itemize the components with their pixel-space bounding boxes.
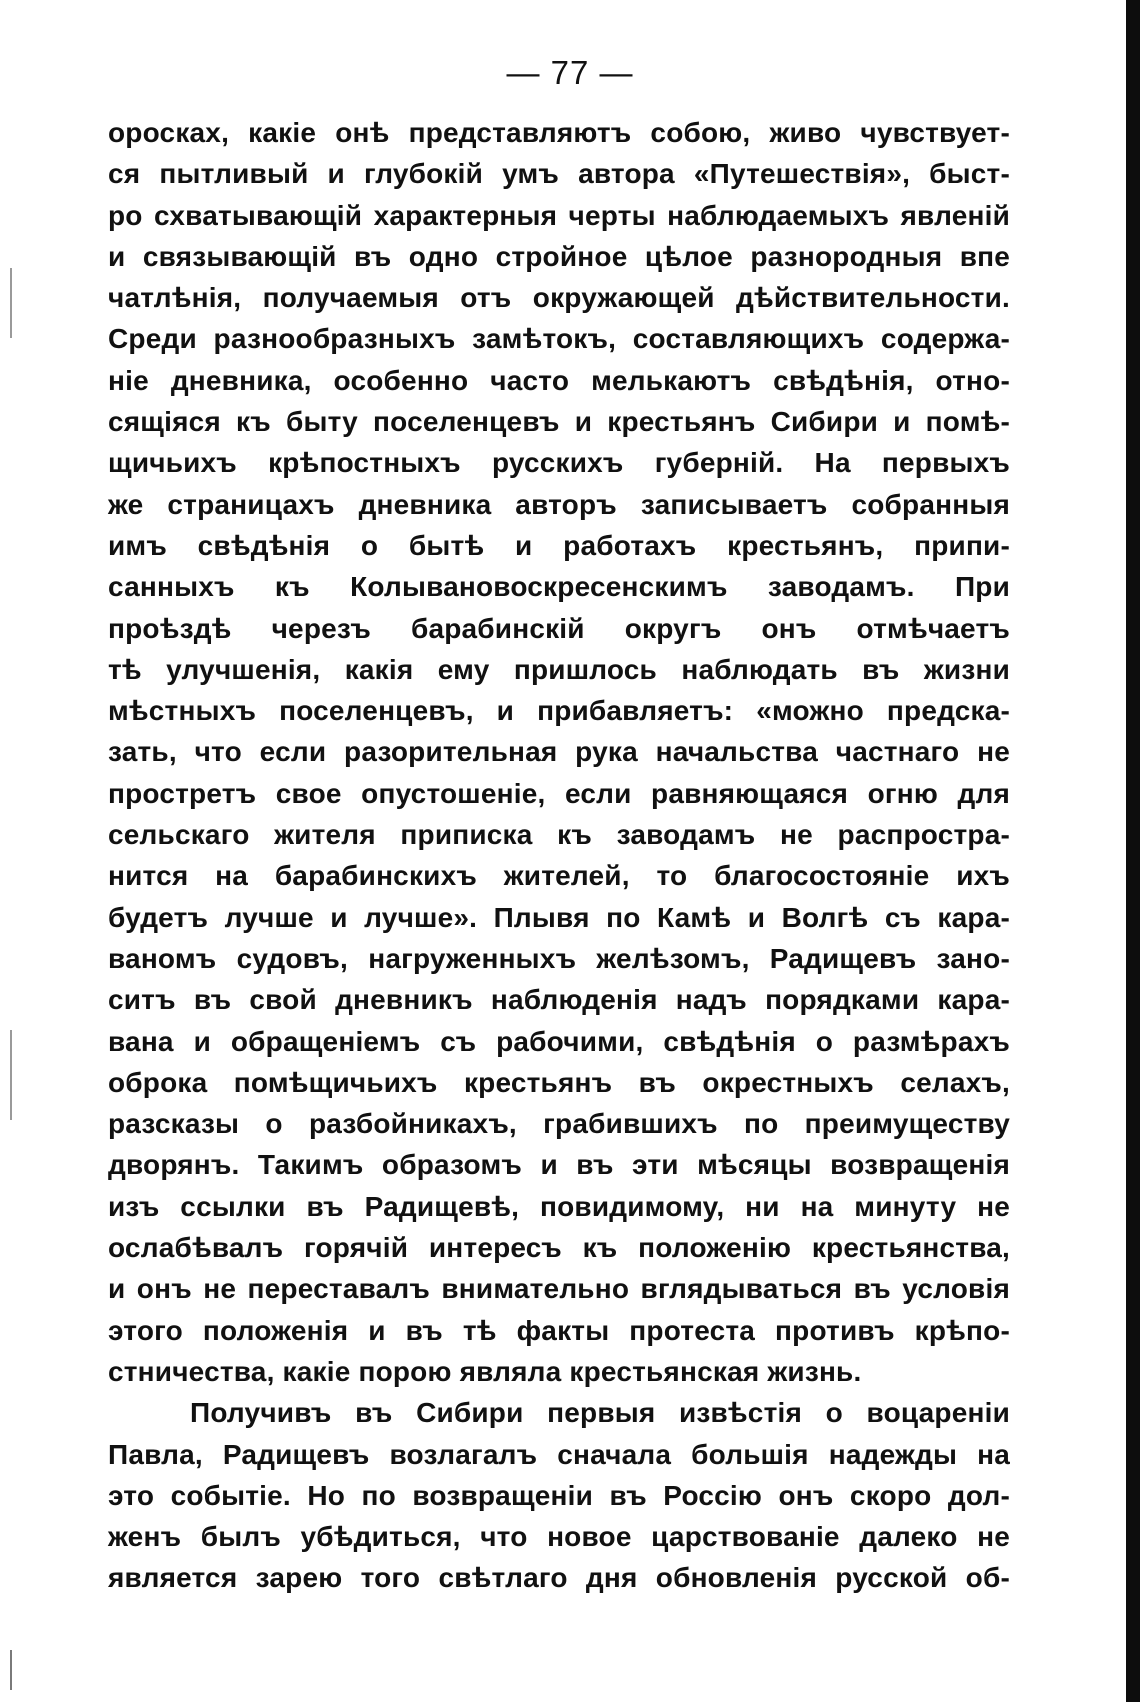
scan-edge-mark bbox=[10, 1030, 12, 1120]
scan-edge-mark bbox=[10, 268, 12, 338]
text-line: вана и обращенiемъ съ рабочими, свѣдѣнiя о размѣрахъ bbox=[108, 1025, 1010, 1057]
text-line: щичьихъ крѣпостныхъ русскихъ губернiй. На первыхъ bbox=[108, 447, 1010, 479]
text-line: санныхъ къ Колывановоскресенскимъ заводамъ. При bbox=[108, 571, 1010, 603]
text-line: ваномъ судовъ, нагруженныхъ желѣзомъ, Радищевъ зано- bbox=[108, 942, 1010, 974]
text-line: дворянъ. Такимъ образомъ и въ эти мѣсяцы возвращенiя bbox=[108, 1149, 1010, 1181]
paragraph-1 bbox=[108, 112, 1010, 1392]
text-line: проѣздѣ черезъ барабинскiй округъ онъ отмѣчаетъ bbox=[108, 612, 1010, 644]
text-line: женъ былъ убѣдиться, что новое царствованiе далеко не bbox=[108, 1521, 1010, 1553]
text-line: ся пытливый и глубокiй умъ автора «Путешествiя», быст- bbox=[108, 158, 1010, 190]
text-line: ро схватывающiй характерныя черты наблюдаемыхъ явленiй bbox=[108, 199, 1010, 231]
text-line: имъ свѣдѣнiя о бытѣ и работахъ крестьянъ, припи- bbox=[108, 529, 1010, 561]
text-line: и связывающiй въ одно стройное цѣлое разнородныя впе bbox=[108, 240, 1010, 272]
scan-edge-right bbox=[1126, 0, 1140, 1702]
text-line: является зарею того свѣтлаго дня обновленiя русской об- bbox=[108, 1562, 1010, 1594]
text-line: же страницахъ дневника авторъ записываетъ собранныя bbox=[108, 488, 1010, 520]
text-line: оросках, какiе онѣ представляютъ собою, живо чувствует- bbox=[108, 117, 1010, 148]
text-line: нится на барабинскихъ жителей, то благосостоянiе ихъ bbox=[108, 860, 1010, 892]
text-line: этого положенiя и въ тѣ факты протеста противъ крѣпо- bbox=[108, 1314, 1010, 1346]
text-line: тѣ улучшенiя, какiя ему пришлось наблюдать въ жизни bbox=[108, 653, 1010, 685]
text-line: сящiяся къ быту поселенцевъ и крестьянъ Сибири и помѣ- bbox=[108, 406, 1010, 438]
text-line: Павла, Радищевъ возлагалъ сначала большiя надежды на bbox=[108, 1438, 1010, 1470]
text-line: будетъ лучше и лучше». Плывя по Камѣ и Волгѣ съ кара- bbox=[108, 901, 1010, 933]
text-line: сельскаго жителя приписка къ заводамъ не распростра- bbox=[108, 819, 1010, 851]
text-line: и онъ не переставалъ внимательно вглядываться въ условiя bbox=[108, 1273, 1010, 1305]
text-line: изъ ссылки въ Радищевѣ, повидимому, ни на минуту не bbox=[108, 1190, 1010, 1222]
text-line: ситъ въ свой дневникъ наблюденiя надъ порядками кара- bbox=[108, 984, 1010, 1016]
text-line: нiе дневника, особенно часто мелькаютъ свѣдѣнiя, отно- bbox=[108, 364, 1010, 396]
text-line: мѣстныхъ поселенцевъ, и прибавляетъ: «можно предска- bbox=[108, 695, 1010, 727]
page-number: — 77 — bbox=[506, 54, 634, 91]
body-text bbox=[108, 112, 1010, 1599]
text-line: это событiе. Но по возвращенiи въ Россiю онъ скоро дол- bbox=[108, 1479, 1010, 1511]
scan-edge-mark bbox=[10, 1650, 12, 1690]
text-line: зать, что если разорительная рука начальства частнаго не bbox=[108, 736, 1010, 768]
text-line: ослабѣвалъ горячiй интересъ къ положенiю крестьянства, bbox=[108, 1232, 1010, 1264]
paragraph-2 bbox=[108, 1392, 1010, 1598]
text-line: разсказы о разбойникахъ, грабившихъ по преимуществу bbox=[108, 1108, 1010, 1140]
text-line: стничества, какiе порою являла крестьянская жизнь. bbox=[108, 1355, 862, 1387]
text-line: чатлѣнiя, получаемыя отъ окружающей дѣйствительности. bbox=[108, 282, 1010, 314]
text-line: простретъ свое опустошенiе, если равняющаяся огню для bbox=[108, 777, 1010, 809]
text-line: Получивъ въ Сибири первыя извѣстiя о воцаренiи bbox=[190, 1397, 1010, 1429]
text-line: Среди разнообразныхъ замѣтокъ, составляющихъ содержа- bbox=[108, 323, 1010, 355]
text-line: оброка помѣщичьихъ крестьянъ въ окрестныхъ селахъ, bbox=[108, 1066, 1010, 1098]
